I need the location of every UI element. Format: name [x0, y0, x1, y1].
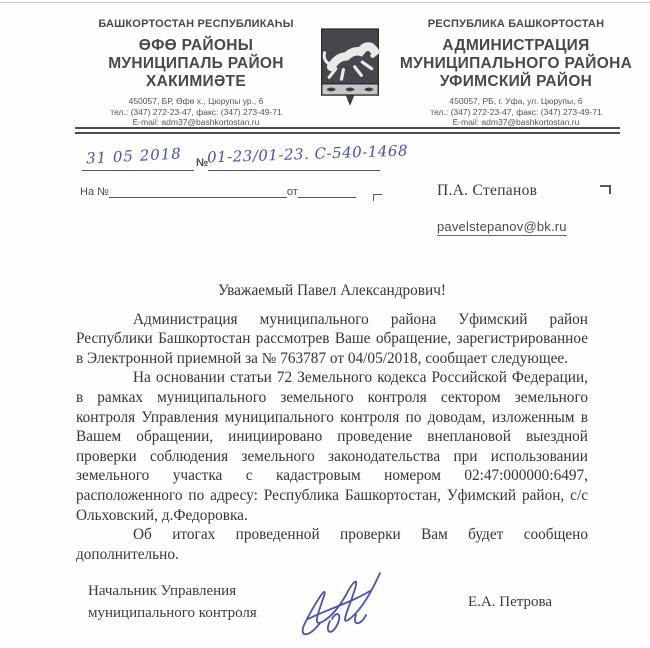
outgoing-date-handwritten: 31 05 2018	[85, 144, 183, 168]
number-underline	[208, 170, 380, 171]
letterhead-right-org-line2: МУНИЦИПАЛЬНОГО РАЙОНА	[399, 55, 633, 72]
reply-reference-row	[80, 186, 356, 198]
letterhead-left-block	[72, 18, 320, 128]
addressee-name: П.А. Степанов	[437, 182, 538, 199]
body-paragraph-2: На основании статьи 72 Земельного кодекса Российской Федерации, в рамках муниципального земельного контроля сектором земельного контроля Управления муниципального контроля по доводам, изложенным в Вашем обращении, инициировано проведение внеплановой выездной проверки соблюдения земельного законодательства при использовании земельного участка с кадастровым номером 02:47:000000:6497, расположенного по адресу: Республика Башкортостан, Уфимский район, с/с Ольховский, д.Федоровка.	[76, 369, 588, 524]
letterhead-right-address: 450057, РБ, г. Уфа, ул. Цюрупы, 6	[449, 96, 583, 106]
addressee-corner-mark-right	[600, 185, 611, 194]
date-underline	[82, 170, 194, 171]
handwritten-signature-icon	[286, 563, 404, 647]
letterhead-left-republic: БАШКОРТОСТАН РЕСПУБЛИКАҺЫ	[98, 18, 294, 30]
letterhead-left-org-line2: МУНИЦИПАЛЬ РАЙОН	[108, 55, 284, 72]
reply-prefix-label: На №	[80, 186, 109, 198]
body-paragraph-3: Об итогах проведенной проверки Вам будет сообщено дополнительно.	[76, 526, 588, 563]
addressee-corner-mark-left	[373, 194, 382, 201]
outgoing-number-handwritten: 01-23/01-23. С-540-1468	[206, 141, 409, 167]
signer-title-line1: Начальник Управления	[88, 583, 237, 599]
letterhead-left-org-line1: ӨФӨ РАЙОНЫ	[138, 37, 254, 54]
number-sign-label: №	[196, 157, 209, 169]
letterhead-right-block	[392, 18, 640, 128]
signer-title	[88, 580, 257, 624]
letterhead-right-republic: РЕСПУБЛИКА БАШКОРТОСТАН	[427, 18, 605, 30]
letterhead-right-org-line3: УФИМСКИЙ РАЙОН	[439, 73, 593, 90]
letterhead-right-phones: тел.: (347) 272-23-47, факс: (347) 273-49-71	[430, 106, 602, 117]
letterhead-right-org-line1: АДМИНИСТРАЦИЯ	[442, 37, 590, 54]
salutation: Уважаемый Павел Александрович!	[218, 282, 446, 299]
letterhead-left-address: 450057, БР, Өфө х., Цюрупы ур., 6	[128, 96, 264, 106]
reply-number-blank	[109, 186, 287, 198]
reply-date-blank	[298, 186, 356, 198]
letterhead-right-contacts	[392, 96, 640, 128]
body-paragraph-1: Администрация муниципального района Уфимский район Республики Башкортостан рассмотрев Ваше обращение, зарегистрированное в Электронной приемной за № 763787 от 04/05/2018, сообщает следующее.	[76, 310, 588, 367]
letterhead-right-email: E-mail: adm37@bashkortostan.ru	[452, 117, 580, 127]
signer-title-line2: муниципального контроля	[88, 605, 257, 621]
addressee-email: pavelstepanov@bk.ru	[437, 219, 567, 234]
letterhead-left-phones: тел.: (347) 272-23-47, факс: (347) 273-49-71	[110, 106, 282, 117]
reply-from-label: от	[286, 186, 298, 198]
letterhead-left-contacts	[72, 96, 320, 128]
signer-name: Е.А. Петрова	[468, 594, 553, 610]
letter-body	[76, 281, 588, 564]
letterhead-left-email: E-mail: adm37@bashkortostan.ru	[132, 117, 260, 127]
letterhead-left-org-line3: ХАКИМИӘТЕ	[146, 73, 246, 90]
coat-of-arms-running-horse-icon	[317, 26, 383, 118]
letterhead-divider	[75, 127, 620, 134]
